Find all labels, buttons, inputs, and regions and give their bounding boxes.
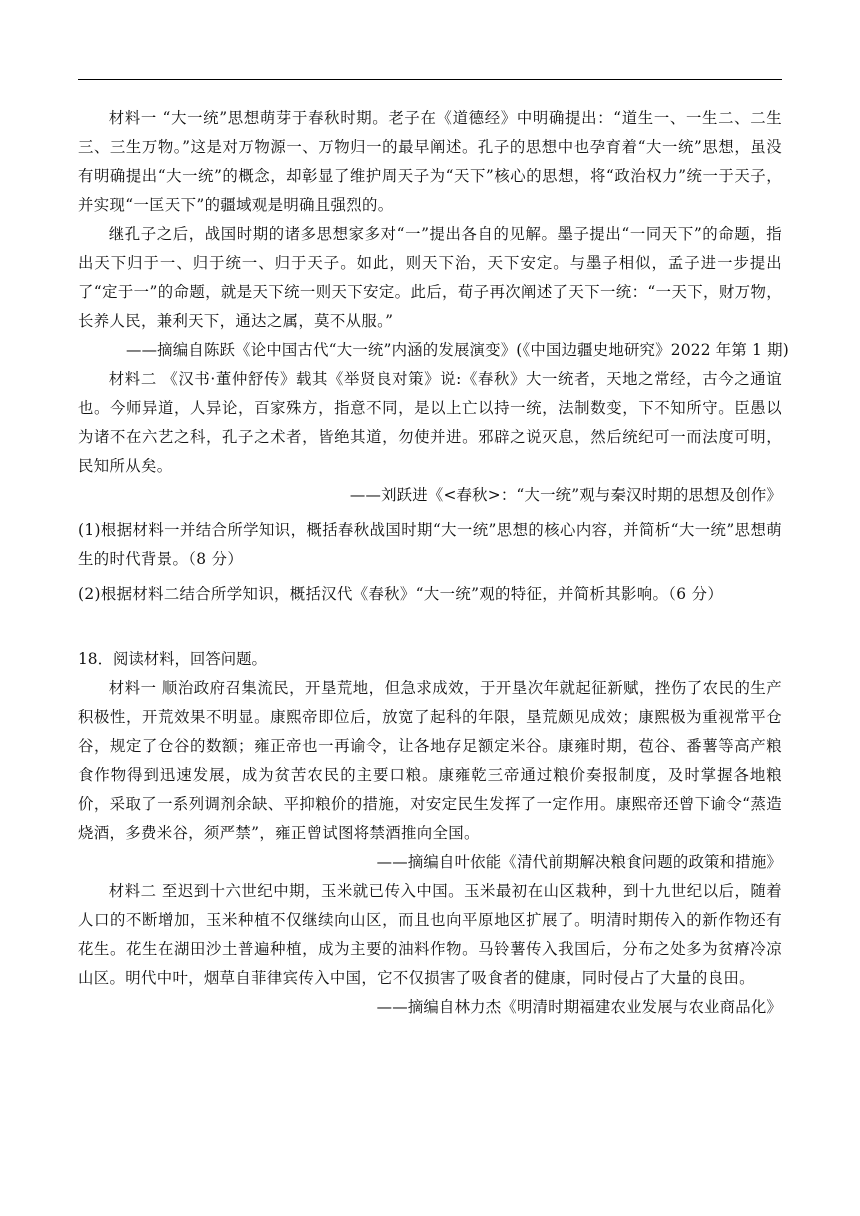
header-rule xyxy=(78,79,782,80)
q17-material1-paragraph1: 材料一 “大一统”思想萌芽于春秋时期。老子在《道德经》中明确提出：“道生一、一生二、二生三、三生万物。”这是对万物源一、万物归一的最早阐述。孔子的思想中也孕育着“大一统”思想，虽没有明确提出“大一统”的概念，却彰显了维护周天子为“天下”核心的思想，将“政治权力”统一于天子，并实现“一匡天下”的疆域观是明确且强烈的。 xyxy=(78,109,782,214)
q17-material1-paragraph2: 继孔子之后，战国时期的诸多思想家多对“一”提出各自的见解。墨子提出“一同天下”的命题，指出天下归于一、归于统一、归于天子。如此，则天下治，天下安定。与墨子相似，孟子进一步提出了“定于一”的命题，就是天下统一则天下安定。此后，荀子再次阐述了天下一统：“一天下，财万物，长养人民，兼利天下，通达之属，莫不从服。” xyxy=(78,225,782,330)
document-body xyxy=(78,104,789,1022)
q18-material1-source: ——摘编自叶依能《清代前期解决粮食问题的政策和措施》 xyxy=(376,853,782,871)
q18-material2-paragraph: 材料二 至迟到十六世纪中期，玉米就已传入中国。玉米最初在山区栽种，到十九世纪以后，随着人口的不断增加，玉米种植不仅继续向山区，而且也向平原地区扩展了。明清时期传入的新作物还有花生。花生在湖田沙土普遍种植，成为主要的油料作物。马铃薯传入我国后，分布之处多为贫瘠冷凉山区。明代中叶，烟草自菲律宾传入中国，它不仅损害了吸食者的健康，同时侵占了大量的良田。 xyxy=(78,882,782,987)
q18-material2-source: ——摘编自林力杰《明清时期福建农业发展与农业商品化》 xyxy=(376,998,782,1016)
q17-subquestion-2: (2)根据材料二结合所学知识，概括汉代《春秋》“大一统”观的特征，并简析其影响。（6 分） xyxy=(78,585,724,603)
q17-subquestion-1: (1)根据材料一并结合所学知识，概括春秋战国时期“大一统”思想的核心内容，并简析“大一统”思想萌生的时代背景。（8 分） xyxy=(78,521,782,568)
q17-material1-source: ——摘编自陈跃《论中国古代“大一统”内涵的发展演变》(《中国边疆史地研究》2022 年第 1 期) xyxy=(126,341,789,359)
q18-title: 18．阅读材料，回答问题。 xyxy=(78,650,267,668)
q17-material2-paragraph: 材料二 《汉书·董仲舒传》载其《举贤良对策》说:《春秋》大一统者，天地之常经，古今之通谊也。今师异道，人异论，百家殊方，指意不同，是以上亡以持一统，法制数变，下不知所守。臣愚以为诸不在六艺之科，孔子之术者，皆绝其道，勿使并进。邪辟之说灭息，然后统纪可一而法度可明，民知所从矣。 xyxy=(78,370,782,475)
q18-material1-paragraph: 材料一 顺治政府召集流民，开垦荒地，但急求成效，于开垦次年就起征新赋，挫伤了农民的生产积极性，开荒效果不明显。康熙帝即位后，放宽了起科的年限，垦荒颇见成效；康熙极为重视常平仓谷，规定了仓谷的数额；雍正帝也一再谕令，让各地存足额定米谷。康雍时期，苞谷、番薯等高产粮食作物得到迅速发展，成为贫苦农民的主要口粮。康雍乾三帝通过粮价奏报制度，及时掌握各地粮价，采取了一系列调剂余缺、平抑粮价的措施，对安定民生发挥了一定作用。康熙帝还曾下谕令“蒸造烧酒，多费米谷，须严禁”，雍正曾试图将禁酒推向全国。 xyxy=(78,679,782,842)
q17-material2-source: ——刘跃进《<春秋>：“大一统”观与秦汉时期的思想及创作》 xyxy=(349,486,782,504)
